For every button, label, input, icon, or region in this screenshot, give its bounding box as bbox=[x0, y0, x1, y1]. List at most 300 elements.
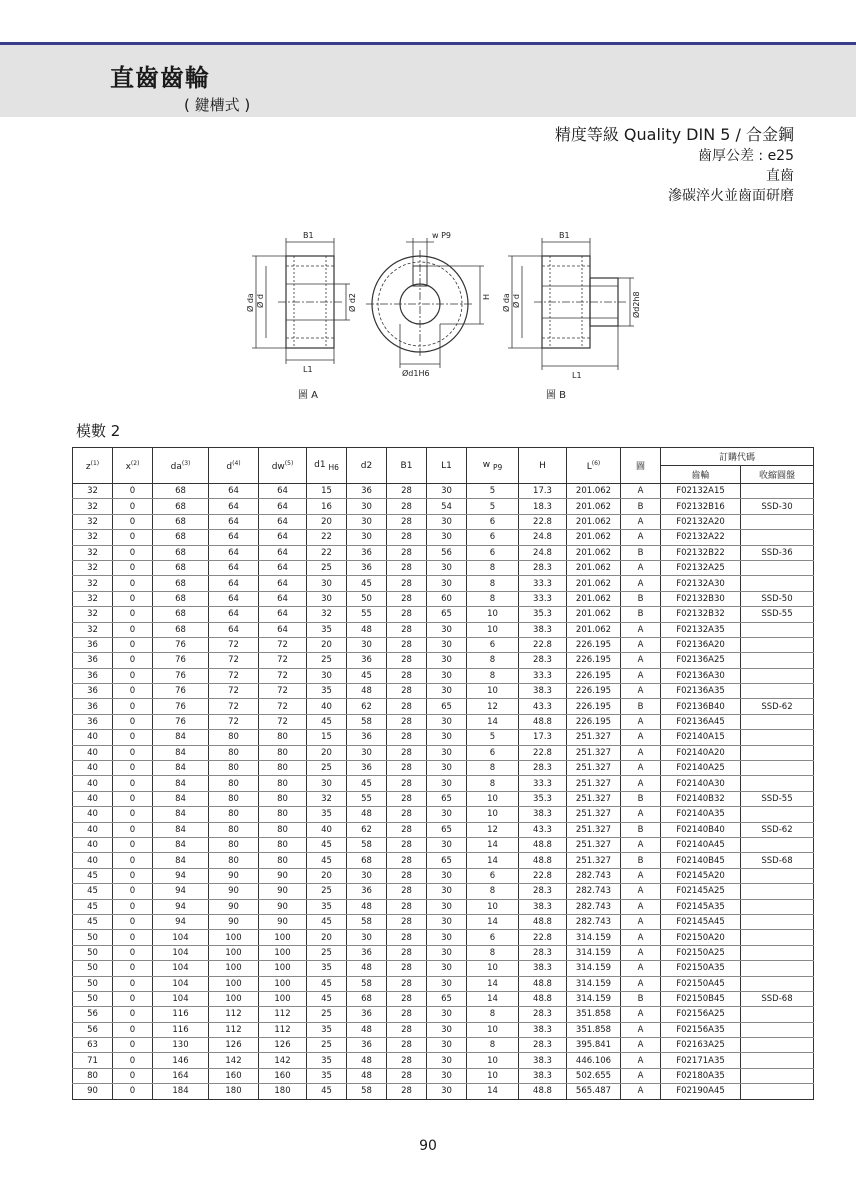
cell-z: 36 bbox=[73, 637, 113, 652]
cell-d1: 35 bbox=[307, 1068, 347, 1083]
cell-shrink-disc bbox=[741, 961, 814, 976]
cell-x: 0 bbox=[113, 637, 153, 652]
label-d2h8: Ød2h8 bbox=[632, 291, 641, 318]
cell-d2: 30 bbox=[347, 868, 387, 883]
cell-w: 8 bbox=[467, 776, 519, 791]
cell-x: 0 bbox=[113, 1068, 153, 1083]
cell-h: 28.3 bbox=[519, 884, 567, 899]
cell-l: 201.062 bbox=[567, 560, 621, 575]
cell-z: 36 bbox=[73, 699, 113, 714]
cell-shrink-disc bbox=[741, 945, 814, 960]
cell-w: 8 bbox=[467, 560, 519, 575]
cell-dw: 72 bbox=[259, 714, 307, 729]
cell-z: 45 bbox=[73, 884, 113, 899]
cell-d: 80 bbox=[209, 761, 259, 776]
cell-dw: 180 bbox=[259, 1084, 307, 1099]
cell-b1: 28 bbox=[387, 991, 427, 1006]
cell-h: 28.3 bbox=[519, 1007, 567, 1022]
cell-d2: 58 bbox=[347, 714, 387, 729]
table-row bbox=[73, 699, 814, 714]
gear-spec-table bbox=[72, 447, 814, 1100]
module-label: 模數 2 bbox=[76, 422, 121, 440]
cell-d1: 35 bbox=[307, 1022, 347, 1037]
cell-z: 63 bbox=[73, 1038, 113, 1053]
cell-figure: A bbox=[621, 1053, 661, 1068]
cell-dw: 80 bbox=[259, 807, 307, 822]
cell-l: 226.195 bbox=[567, 714, 621, 729]
cell-l: 314.159 bbox=[567, 991, 621, 1006]
cell-d: 90 bbox=[209, 899, 259, 914]
cell-x: 0 bbox=[113, 607, 153, 622]
cell-w: 8 bbox=[467, 1038, 519, 1053]
cell-gear-code: F02140A20 bbox=[661, 745, 741, 760]
cell-shrink-disc: SSD-55 bbox=[741, 791, 814, 806]
cell-figure: A bbox=[621, 884, 661, 899]
cell-d1: 30 bbox=[307, 776, 347, 791]
cell-gear-code: F02145A20 bbox=[661, 868, 741, 883]
cell-h: 24.8 bbox=[519, 530, 567, 545]
cell-shrink-disc bbox=[741, 1053, 814, 1068]
cell-l1: 30 bbox=[427, 837, 467, 852]
table-row bbox=[73, 930, 814, 945]
cell-l: 226.195 bbox=[567, 637, 621, 652]
cell-l1: 65 bbox=[427, 791, 467, 806]
cell-l: 251.327 bbox=[567, 791, 621, 806]
cell-x: 0 bbox=[113, 530, 153, 545]
cell-h: 48.8 bbox=[519, 991, 567, 1006]
cell-d2: 58 bbox=[347, 1084, 387, 1099]
cell-x: 0 bbox=[113, 684, 153, 699]
cell-h: 35.3 bbox=[519, 607, 567, 622]
cell-d: 64 bbox=[209, 560, 259, 575]
table-row bbox=[73, 576, 814, 591]
cell-shrink-disc bbox=[741, 914, 814, 929]
cell-h: 28.3 bbox=[519, 560, 567, 575]
label-d2-a: Ø d2 bbox=[348, 292, 357, 312]
table-row bbox=[73, 484, 814, 499]
table-row bbox=[73, 868, 814, 883]
cell-d: 72 bbox=[209, 653, 259, 668]
cell-gear-code: F02140A15 bbox=[661, 730, 741, 745]
cell-b1: 28 bbox=[387, 930, 427, 945]
table-row bbox=[73, 853, 814, 868]
cell-x: 0 bbox=[113, 699, 153, 714]
cell-z: 32 bbox=[73, 514, 113, 529]
cell-gear-code: F02132A15 bbox=[661, 484, 741, 499]
cell-d2: 58 bbox=[347, 914, 387, 929]
cell-l1: 30 bbox=[427, 884, 467, 899]
cell-dw: 72 bbox=[259, 668, 307, 683]
cell-d1: 45 bbox=[307, 991, 347, 1006]
cell-x: 0 bbox=[113, 822, 153, 837]
cell-da: 68 bbox=[153, 484, 209, 499]
cell-da: 76 bbox=[153, 699, 209, 714]
cell-d1: 25 bbox=[307, 945, 347, 960]
cell-w: 8 bbox=[467, 761, 519, 776]
table-row bbox=[73, 837, 814, 852]
table-row bbox=[73, 1007, 814, 1022]
cell-d: 142 bbox=[209, 1053, 259, 1068]
cell-d1: 20 bbox=[307, 637, 347, 652]
cell-x: 0 bbox=[113, 807, 153, 822]
cell-w: 14 bbox=[467, 853, 519, 868]
cell-l1: 54 bbox=[427, 499, 467, 514]
cell-figure: B bbox=[621, 853, 661, 868]
cell-d1: 35 bbox=[307, 1053, 347, 1068]
cell-l: 502.655 bbox=[567, 1068, 621, 1083]
cell-da: 104 bbox=[153, 945, 209, 960]
cell-l1: 30 bbox=[427, 868, 467, 883]
cell-d1: 16 bbox=[307, 499, 347, 514]
table-row bbox=[73, 545, 814, 560]
cell-l: 226.195 bbox=[567, 699, 621, 714]
header-x: $x^{(2)}$ bbox=[113, 448, 153, 484]
cell-h: 48.8 bbox=[519, 976, 567, 991]
cell-figure: A bbox=[621, 1038, 661, 1053]
cell-x: 0 bbox=[113, 591, 153, 606]
cell-figure: A bbox=[621, 514, 661, 529]
cell-shrink-disc bbox=[741, 745, 814, 760]
cell-figure: A bbox=[621, 745, 661, 760]
cell-d: 126 bbox=[209, 1038, 259, 1053]
cell-da: 76 bbox=[153, 653, 209, 668]
page-subtitle: ( 鍵槽式 ) bbox=[184, 96, 251, 114]
cell-l: 351.858 bbox=[567, 1022, 621, 1037]
cell-z: 40 bbox=[73, 745, 113, 760]
cell-b1: 28 bbox=[387, 1084, 427, 1099]
cell-d: 100 bbox=[209, 991, 259, 1006]
cell-b1: 28 bbox=[387, 776, 427, 791]
cell-dw: 160 bbox=[259, 1068, 307, 1083]
cell-l: 226.195 bbox=[567, 668, 621, 683]
cell-d2: 48 bbox=[347, 1022, 387, 1037]
cell-h: 33.3 bbox=[519, 668, 567, 683]
cell-x: 0 bbox=[113, 653, 153, 668]
cell-figure: A bbox=[621, 761, 661, 776]
cell-d2: 48 bbox=[347, 1053, 387, 1068]
cell-d: 72 bbox=[209, 637, 259, 652]
cell-w: 6 bbox=[467, 745, 519, 760]
cell-da: 68 bbox=[153, 514, 209, 529]
cell-l1: 30 bbox=[427, 637, 467, 652]
table-row bbox=[73, 1068, 814, 1083]
cell-b1: 28 bbox=[387, 837, 427, 852]
cell-d1: 30 bbox=[307, 576, 347, 591]
cell-da: 130 bbox=[153, 1038, 209, 1053]
cell-x: 0 bbox=[113, 1084, 153, 1099]
table-row bbox=[73, 776, 814, 791]
cell-w: 10 bbox=[467, 622, 519, 637]
cell-x: 0 bbox=[113, 914, 153, 929]
cell-dw: 80 bbox=[259, 822, 307, 837]
spec-quality: 精度等級 Quality DIN 5 / 合金鋼 bbox=[554, 125, 794, 144]
table-row bbox=[73, 637, 814, 652]
cell-dw: 126 bbox=[259, 1038, 307, 1053]
cell-figure: A bbox=[621, 622, 661, 637]
cell-w: 10 bbox=[467, 1022, 519, 1037]
cell-shrink-disc bbox=[741, 576, 814, 591]
cell-shrink-disc bbox=[741, 884, 814, 899]
cell-d1: 20 bbox=[307, 868, 347, 883]
header-z: $z^{(1)}$ bbox=[73, 448, 113, 484]
cell-d2: 48 bbox=[347, 1068, 387, 1083]
table-row bbox=[73, 822, 814, 837]
header-h: H bbox=[519, 448, 567, 484]
cell-d2: 55 bbox=[347, 607, 387, 622]
label-l1-a: L1 bbox=[303, 365, 313, 374]
cell-shrink-disc: SSD-62 bbox=[741, 699, 814, 714]
cell-gear-code: F02132B30 bbox=[661, 591, 741, 606]
table-row bbox=[73, 807, 814, 822]
table-row bbox=[73, 607, 814, 622]
cell-h: 43.3 bbox=[519, 699, 567, 714]
cell-l1: 30 bbox=[427, 745, 467, 760]
cell-d1: 25 bbox=[307, 560, 347, 575]
cell-d1: 22 bbox=[307, 545, 347, 560]
cell-l1: 30 bbox=[427, 976, 467, 991]
cell-shrink-disc: SSD-36 bbox=[741, 545, 814, 560]
cell-w: 5 bbox=[467, 484, 519, 499]
cell-x: 0 bbox=[113, 560, 153, 575]
cell-da: 84 bbox=[153, 776, 209, 791]
cell-w: 8 bbox=[467, 884, 519, 899]
cell-l: 201.062 bbox=[567, 530, 621, 545]
cell-d2: 36 bbox=[347, 730, 387, 745]
cell-figure: A bbox=[621, 484, 661, 499]
cell-l1: 30 bbox=[427, 653, 467, 668]
cell-d: 100 bbox=[209, 945, 259, 960]
cell-b1: 28 bbox=[387, 853, 427, 868]
cell-dw: 90 bbox=[259, 899, 307, 914]
cell-l1: 65 bbox=[427, 991, 467, 1006]
cell-b1: 28 bbox=[387, 945, 427, 960]
figure-b-caption: 圖 B bbox=[546, 390, 567, 401]
cell-figure: B bbox=[621, 991, 661, 1006]
cell-d1: 20 bbox=[307, 514, 347, 529]
table-row bbox=[73, 653, 814, 668]
cell-l1: 30 bbox=[427, 1053, 467, 1068]
cell-dw: 90 bbox=[259, 884, 307, 899]
header-da: $da^{(3)}$ bbox=[153, 448, 209, 484]
table-row bbox=[73, 745, 814, 760]
cell-l: 282.743 bbox=[567, 899, 621, 914]
cell-d1: 22 bbox=[307, 530, 347, 545]
cell-x: 0 bbox=[113, 576, 153, 591]
cell-l1: 30 bbox=[427, 807, 467, 822]
cell-w: 6 bbox=[467, 530, 519, 545]
cell-da: 104 bbox=[153, 991, 209, 1006]
cell-h: 48.8 bbox=[519, 1084, 567, 1099]
table-row bbox=[73, 514, 814, 529]
cell-da: 68 bbox=[153, 607, 209, 622]
cell-d1: 15 bbox=[307, 730, 347, 745]
cell-dw: 72 bbox=[259, 684, 307, 699]
header-order-code: 訂購代碼 bbox=[661, 448, 814, 466]
cell-da: 84 bbox=[153, 822, 209, 837]
cell-l: 251.327 bbox=[567, 837, 621, 852]
cell-dw: 72 bbox=[259, 653, 307, 668]
table-row bbox=[73, 714, 814, 729]
cell-d1: 40 bbox=[307, 822, 347, 837]
cell-b1: 28 bbox=[387, 961, 427, 976]
table-row bbox=[73, 1053, 814, 1068]
cell-figure: B bbox=[621, 591, 661, 606]
cell-da: 84 bbox=[153, 745, 209, 760]
cell-b1: 28 bbox=[387, 1038, 427, 1053]
cell-figure: A bbox=[621, 1022, 661, 1037]
cell-l1: 30 bbox=[427, 514, 467, 529]
cell-d2: 45 bbox=[347, 776, 387, 791]
cell-w: 14 bbox=[467, 991, 519, 1006]
cell-x: 0 bbox=[113, 884, 153, 899]
cell-l: 446.106 bbox=[567, 1053, 621, 1068]
cell-x: 0 bbox=[113, 761, 153, 776]
cell-shrink-disc bbox=[741, 1007, 814, 1022]
cell-d1: 35 bbox=[307, 684, 347, 699]
cell-figure: B bbox=[621, 699, 661, 714]
cell-dw: 100 bbox=[259, 930, 307, 945]
label-wp9: w P9 bbox=[432, 231, 451, 240]
cell-d: 90 bbox=[209, 884, 259, 899]
cell-x: 0 bbox=[113, 499, 153, 514]
cell-b1: 28 bbox=[387, 745, 427, 760]
cell-x: 0 bbox=[113, 484, 153, 499]
cell-gear-code: F02132B32 bbox=[661, 607, 741, 622]
cell-x: 0 bbox=[113, 668, 153, 683]
cell-d2: 48 bbox=[347, 899, 387, 914]
cell-shrink-disc bbox=[741, 930, 814, 945]
cell-l: 201.062 bbox=[567, 607, 621, 622]
cell-d1: 35 bbox=[307, 961, 347, 976]
cell-l: 201.062 bbox=[567, 591, 621, 606]
cell-z: 40 bbox=[73, 791, 113, 806]
cell-z: 32 bbox=[73, 545, 113, 560]
cell-x: 0 bbox=[113, 1053, 153, 1068]
cell-z: 32 bbox=[73, 499, 113, 514]
cell-shrink-disc bbox=[741, 714, 814, 729]
cell-z: 32 bbox=[73, 607, 113, 622]
cell-dw: 80 bbox=[259, 730, 307, 745]
cell-w: 6 bbox=[467, 637, 519, 652]
cell-w: 6 bbox=[467, 514, 519, 529]
cell-gear-code: F02145A25 bbox=[661, 884, 741, 899]
cell-d2: 36 bbox=[347, 484, 387, 499]
header-dw: $dw^{(5)}$ bbox=[259, 448, 307, 484]
table-row bbox=[73, 1084, 814, 1099]
cell-z: 45 bbox=[73, 899, 113, 914]
cell-dw: 112 bbox=[259, 1007, 307, 1022]
cell-b1: 28 bbox=[387, 607, 427, 622]
cell-h: 33.3 bbox=[519, 591, 567, 606]
cell-d2: 68 bbox=[347, 853, 387, 868]
cell-d1: 25 bbox=[307, 1007, 347, 1022]
cell-h: 33.3 bbox=[519, 776, 567, 791]
cell-d: 64 bbox=[209, 514, 259, 529]
cell-l1: 30 bbox=[427, 1022, 467, 1037]
cell-figure: A bbox=[621, 1084, 661, 1099]
cell-b1: 28 bbox=[387, 545, 427, 560]
cell-d: 64 bbox=[209, 545, 259, 560]
cell-da: 84 bbox=[153, 761, 209, 776]
cell-h: 38.3 bbox=[519, 622, 567, 637]
cell-gear-code: F02171A35 bbox=[661, 1053, 741, 1068]
cell-d: 160 bbox=[209, 1068, 259, 1083]
cell-h: 22.8 bbox=[519, 745, 567, 760]
cell-d2: 68 bbox=[347, 991, 387, 1006]
cell-z: 36 bbox=[73, 684, 113, 699]
cell-da: 68 bbox=[153, 622, 209, 637]
cell-d1: 30 bbox=[307, 591, 347, 606]
cell-x: 0 bbox=[113, 730, 153, 745]
cell-d: 100 bbox=[209, 961, 259, 976]
cell-l1: 30 bbox=[427, 622, 467, 637]
cell-w: 10 bbox=[467, 791, 519, 806]
cell-w: 6 bbox=[467, 930, 519, 945]
header-l: $L^{(6)}$ bbox=[567, 448, 621, 484]
cell-figure: A bbox=[621, 530, 661, 545]
cell-da: 104 bbox=[153, 930, 209, 945]
cell-d: 64 bbox=[209, 607, 259, 622]
table-row bbox=[73, 991, 814, 1006]
cell-shrink-disc bbox=[741, 484, 814, 499]
cell-b1: 28 bbox=[387, 807, 427, 822]
cell-d: 72 bbox=[209, 714, 259, 729]
cell-w: 14 bbox=[467, 914, 519, 929]
cell-da: 94 bbox=[153, 884, 209, 899]
cell-d1: 30 bbox=[307, 668, 347, 683]
cell-w: 10 bbox=[467, 607, 519, 622]
cell-h: 17.3 bbox=[519, 730, 567, 745]
cell-l1: 65 bbox=[427, 822, 467, 837]
table-row bbox=[73, 591, 814, 606]
cell-l: 314.159 bbox=[567, 961, 621, 976]
cell-b1: 28 bbox=[387, 1022, 427, 1037]
table-row bbox=[73, 945, 814, 960]
cell-h: 28.3 bbox=[519, 1038, 567, 1053]
cell-h: 22.8 bbox=[519, 514, 567, 529]
cell-gear-code: F02140B45 bbox=[661, 853, 741, 868]
cell-l: 226.195 bbox=[567, 684, 621, 699]
cell-d1: 45 bbox=[307, 914, 347, 929]
cell-l1: 30 bbox=[427, 714, 467, 729]
cell-shrink-disc bbox=[741, 1084, 814, 1099]
cell-da: 104 bbox=[153, 976, 209, 991]
cell-d: 80 bbox=[209, 730, 259, 745]
cell-d: 72 bbox=[209, 668, 259, 683]
cell-da: 68 bbox=[153, 560, 209, 575]
cell-dw: 64 bbox=[259, 622, 307, 637]
cell-da: 68 bbox=[153, 576, 209, 591]
header-w: w $_{P9}$ bbox=[467, 448, 519, 484]
cell-figure: A bbox=[621, 1068, 661, 1083]
label-d1h6: Ød1H6 bbox=[402, 369, 430, 378]
cell-dw: 100 bbox=[259, 976, 307, 991]
cell-d: 80 bbox=[209, 745, 259, 760]
cell-b1: 28 bbox=[387, 560, 427, 575]
cell-dw: 112 bbox=[259, 1022, 307, 1037]
cell-d2: 62 bbox=[347, 822, 387, 837]
cell-da: 84 bbox=[153, 853, 209, 868]
cell-l: 251.327 bbox=[567, 776, 621, 791]
cell-figure: A bbox=[621, 776, 661, 791]
cell-d2: 55 bbox=[347, 791, 387, 806]
cell-l1: 30 bbox=[427, 930, 467, 945]
cell-d1: 20 bbox=[307, 930, 347, 945]
cell-l1: 30 bbox=[427, 1068, 467, 1083]
cell-figure: A bbox=[621, 730, 661, 745]
cell-d2: 50 bbox=[347, 591, 387, 606]
cell-h: 38.3 bbox=[519, 1068, 567, 1083]
